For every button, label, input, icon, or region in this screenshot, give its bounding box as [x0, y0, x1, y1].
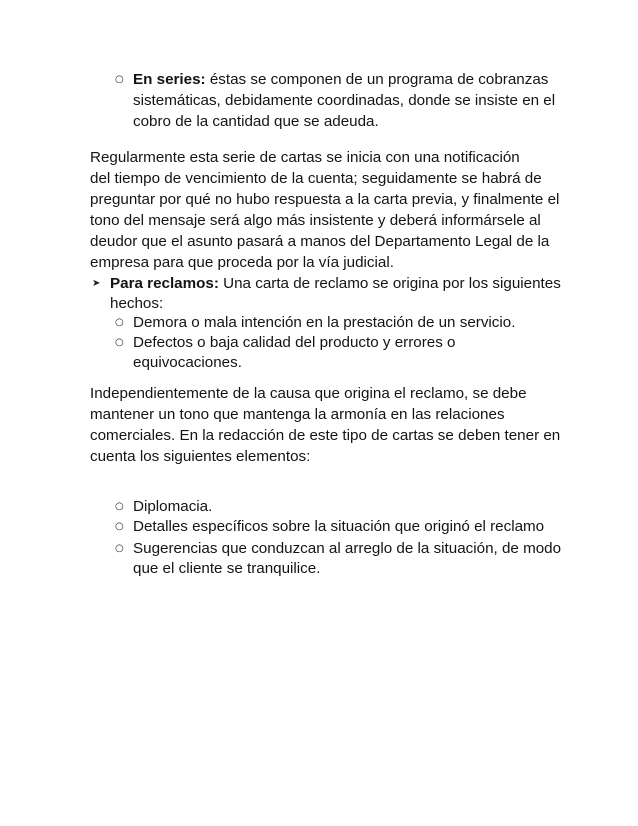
list-item-line: equivocaciones.	[133, 354, 242, 371]
paragraph-line: Independientemente de la causa que origina el reclamo, se debe	[90, 385, 527, 402]
list-item-line	[110, 274, 561, 294]
list-item-line: cobro de la cantidad que se adeuda.	[133, 113, 379, 130]
term-text: éstas se componen de un programa de cobranzas	[205, 71, 549, 88]
list-item-line: que el cliente se tranquilice.	[133, 560, 321, 577]
list-bullet: ○	[115, 501, 124, 512]
list-bullet: ○	[115, 543, 124, 554]
paragraph-line: Regularmente esta serie de cartas se inicia con una notificación	[90, 149, 520, 166]
list-item-line	[133, 70, 548, 90]
paragraph-line: del tiempo de vencimiento de la cuenta; seguidamente se habrá de	[90, 170, 542, 187]
paragraph-line: empresa para que proceda por la vía judicial.	[90, 254, 394, 271]
paragraph-line: preguntar por qué no hubo respuesta a la carta previa, y finalmente el	[90, 191, 560, 208]
paragraph-line: tono del mensaje será algo más insistente y deberá informársele al	[90, 212, 541, 229]
list-bullet: ○	[115, 337, 124, 348]
term-text: Una carta de reclamo se origina por los siguientes	[218, 275, 561, 292]
arrow-bullet-icon: ➤	[92, 278, 101, 289]
list-item-line: hechos:	[110, 295, 164, 312]
list-item-line: Demora o mala intención en la prestación de un servicio.	[133, 314, 516, 331]
list-item-line: Defectos o baja calidad del producto y errores o	[133, 334, 456, 351]
term-label: En series:	[133, 71, 206, 88]
paragraph-line: mantener un tono que mantenga la armonía en las relaciones	[90, 406, 505, 423]
list-item-line: Sugerencias que conduzcan al arreglo de la situación, de modo	[133, 540, 562, 557]
list-bullet: ○	[115, 74, 124, 85]
list-bullet: ○	[115, 317, 124, 328]
list-item-line: Diplomacia.	[133, 498, 213, 515]
paragraph-line: deudor que el asunto pasará a manos del Departamento Legal de la	[90, 233, 550, 250]
paragraph-line: comerciales. En la redacción de este tipo de cartas se deben tener en	[90, 427, 561, 444]
paragraph-line: cuenta los siguientes elementos:	[90, 448, 311, 465]
list-item-line: Detalles específicos sobre la situación que originó el reclamo	[133, 518, 545, 535]
list-bullet: ○	[115, 521, 124, 532]
term-label: Para reclamos:	[110, 275, 219, 292]
list-item-line: sistemáticas, debidamente coordinadas, donde se insiste en el	[133, 92, 556, 109]
